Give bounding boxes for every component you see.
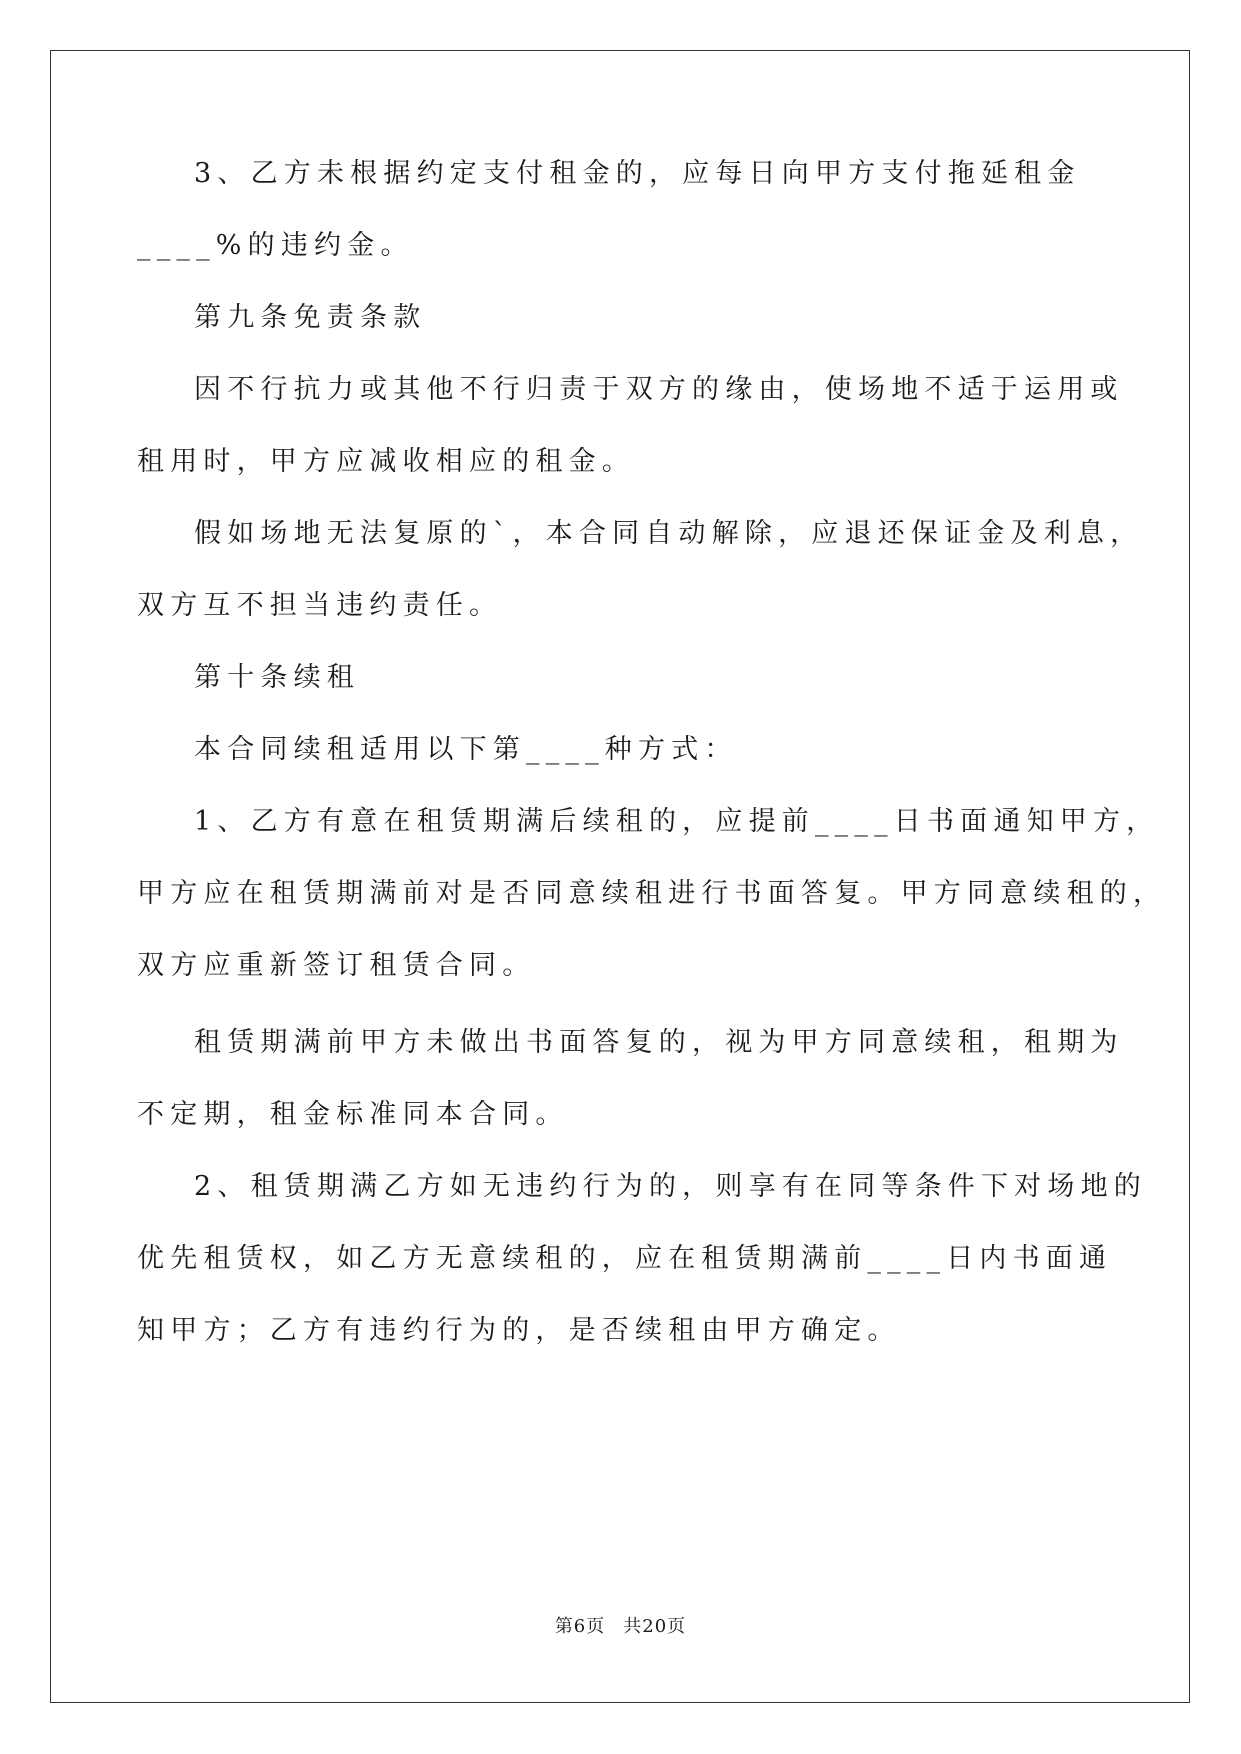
text-line: 甲方应在租赁期满前对是否同意续租进行书面答复。甲方同意续租的，: [137, 878, 1167, 909]
text-line: 租赁期满前甲方未做出书面答复的，视为甲方同意续租，租期为: [194, 1027, 1124, 1058]
text-line: 3、乙方未根据约定支付租金的，应每日向甲方支付拖延租金: [194, 158, 1081, 189]
page-footer: [0, 1612, 1241, 1638]
page-number: 第6页: [554, 1616, 606, 1637]
text-line: 不定期，租金标准同本合同。: [137, 1099, 569, 1130]
text-line: 优先租赁权，如乙方无意续租的，应在租赁期满前____日内书面通: [137, 1243, 1113, 1274]
text-line: 2、租赁期满乙方如无违约行为的，则享有在同等条件下对场地的: [194, 1171, 1147, 1202]
text-line: 因不行抗力或其他不行归责于双方的缘由，使场地不适于运用或: [194, 374, 1124, 405]
text-line: 假如场地无法复原的`，本合同自动解除，应退还保证金及利息，: [194, 518, 1144, 549]
section-heading: 第十条续租: [194, 662, 360, 693]
text-line: 租用时，甲方应减收相应的租金。: [137, 446, 635, 477]
text-line: 双方应重新签订租赁合同。: [137, 950, 536, 981]
page-total: 共20页: [623, 1616, 687, 1637]
text-line: ____%的违约金。: [137, 230, 414, 261]
text-line: 知甲方；乙方有违约行为的，是否续租由甲方确定。: [137, 1315, 901, 1346]
text-line: 本合同续租适用以下第____种方式：: [194, 734, 738, 765]
section-heading: 第九条免责条款: [194, 302, 427, 333]
text-line: 1、乙方有意在租赁期满后续租的，应提前____日书面通知甲方，: [194, 806, 1160, 837]
text-line: 双方互不担当违约责任。: [137, 590, 503, 621]
